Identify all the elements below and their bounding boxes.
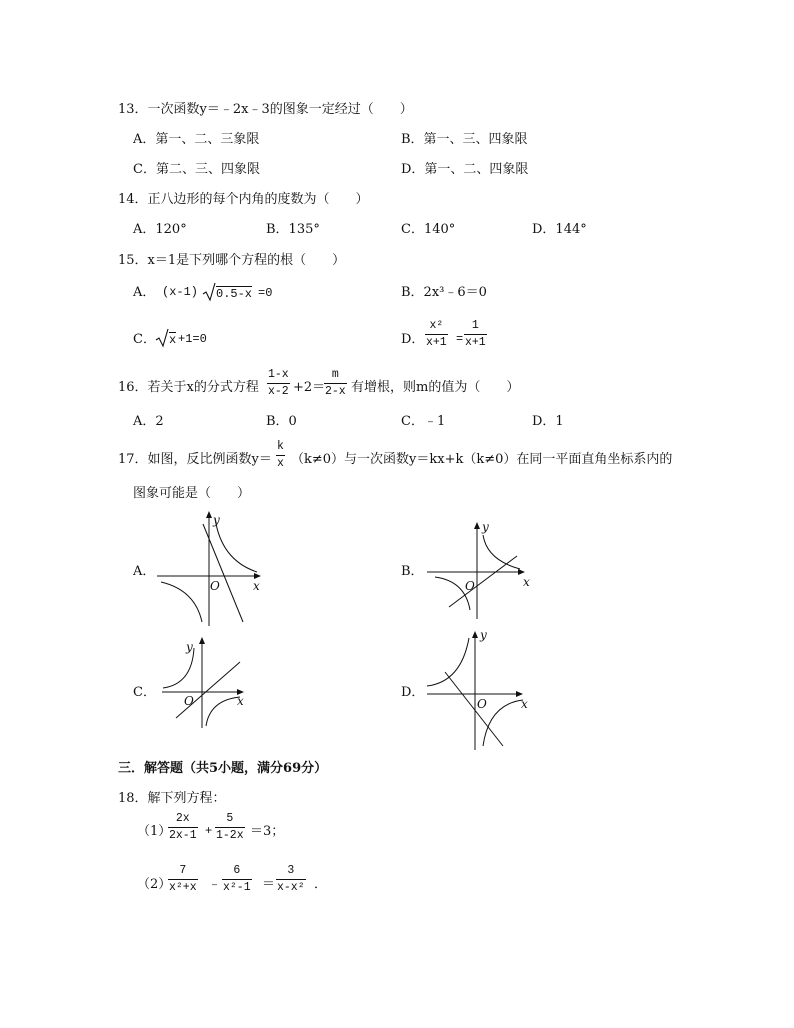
q13-option-d: D．第一、二、四象限 [401,162,529,177]
q16-stem-post: 有增根，则m的值为（ ） [351,380,520,395]
graph-c [160,634,254,730]
hyperbola-branch [483,535,520,569]
y-axis-label: y [213,513,220,527]
fraction-numerator: k [276,441,285,456]
q17-option-d-label: D． [401,685,425,700]
y-axis-arrow-icon [206,511,212,518]
hyperbola-branch [163,648,194,688]
y-axis-arrow-icon [474,522,480,529]
q14-option-d: D．144° [532,222,587,237]
q13-option-a: A．第一、二、三象限 [133,132,260,147]
q15-option-d-label: D． [401,332,425,347]
q18-part1-end: ＝3； [250,824,285,839]
q13-stem: 13．一次函数y＝﹣2x﹣3的图象一定经过（ ） [118,102,413,117]
q15-option-c-suffix: +1=0 [178,332,207,346]
q17-fraction [276,441,285,469]
q16-stem-mid: +2＝ [293,380,326,395]
fraction-numerator: 1-x [267,369,290,384]
q17-stem-post: （k≠0）与一次函数y＝kx+k（k≠0）在同一平面直角坐标系内的 [291,452,673,467]
y-axis-arrow-icon [472,631,478,638]
q15-option-d-equals: = [456,332,464,346]
q17-option-c-label: C． [133,685,156,700]
q16-option-d: D．1 [532,414,564,429]
q17-option-a-label: A． [133,564,156,579]
fraction-numerator: m [324,369,347,384]
q13-option-b: B．第一、三、四象限 [401,132,528,147]
q18-part2-fraction-2 [222,865,252,893]
fraction-numerator: 2x [168,813,198,828]
origin-label: O [210,579,220,593]
q15-stem: 15．x＝1是下列哪个方程的根（ ） [118,253,346,268]
origin-label: O [465,579,475,593]
q15-option-b: B．2x³﹣6＝0 [401,285,487,300]
q14-option-a: A．120° [133,222,187,237]
q17-option-b-label: B． [401,564,424,579]
q18-part2-label: （2） [137,877,172,892]
linear-function-line [176,662,240,718]
fraction-denominator: x+1 [426,335,447,349]
q18-part2-fraction-3 [276,865,306,893]
fraction-numerator: x² [425,320,448,335]
fraction-numerator: 3 [276,865,306,880]
q15-option-a-prefix: (x-1) [162,285,199,299]
hyperbola-branch [427,638,469,686]
fraction-denominator: x²-1 [223,880,251,894]
graph-b [425,515,535,621]
q15-option-c-radicand: x [169,333,177,347]
q18-part1-fraction-1 [168,813,198,841]
q18-part1-fraction-2 [215,813,245,841]
section-heading: 三．解答题（共5小题，满分69分） [118,761,328,776]
q18-part1-plus: + [205,824,213,838]
hyperbola-branch [206,697,240,726]
fraction-denominator: 2-x [325,384,346,398]
fraction-numerator: 6 [222,865,252,880]
fraction-numerator: 7 [168,865,198,880]
q16-option-b: B．0 [266,414,297,429]
q15-option-a-label: A． [133,285,156,300]
y-axis-label: y [482,520,489,534]
hyperbola-branch [215,518,257,572]
q14-option-b: B．135° [266,222,320,237]
sqrt-sign-icon [202,282,216,302]
q16-option-c: C．﹣1 [401,414,446,429]
q18-stem: 18．解下列方程： [118,791,226,806]
q15-option-d-fraction-left [425,320,448,348]
q14-stem: 14．正八边形的每个内角的度数为（ ） [118,192,369,207]
q18-part2-fraction-1 [168,865,198,893]
q15-option-a-suffix: =0 [258,286,273,300]
fraction-denominator: x²+x [169,880,197,894]
q18-part1-label: （1） [137,824,172,839]
linear-function-line [445,672,503,746]
hyperbola-branch [483,700,523,746]
graph-a [157,510,263,628]
q16-fraction-2 [324,369,347,397]
hyperbola-branch [161,582,202,622]
x-axis-label: x [253,579,260,593]
x-axis-label: x [521,697,528,711]
origin-label: O [184,694,194,708]
x-axis-label: x [237,694,244,708]
linear-function-line [449,556,517,607]
x-axis-label: x [523,575,530,589]
fraction-denominator: x [277,456,284,470]
q15-option-d-fraction-right [464,320,487,348]
y-axis-arrow-icon [199,637,205,644]
q17-stem-line2: 图象可能是（ ） [133,486,251,501]
q18-part2-end: ． [314,877,328,892]
fraction-denominator: x+1 [465,335,486,349]
y-axis-label: y [480,628,487,642]
fraction-denominator: x-2 [268,384,289,398]
q15-option-a-radicand: 0.5-x [216,287,253,301]
sqrt-sign-icon [155,328,169,348]
fraction-denominator: 2x-1 [169,828,197,842]
origin-label: O [477,697,487,711]
y-axis-label: y [186,640,193,654]
fraction-numerator: 5 [215,813,245,828]
fraction-numerator: 1 [464,320,487,335]
q15-option-c-label: C． [133,332,156,347]
q18-part2-minus: ﹣ [208,877,222,892]
q14-option-c: C．140° [401,222,456,237]
q16-option-a: A．2 [133,414,164,429]
q16-fraction-1 [267,369,290,397]
fraction-denominator: 1-2x [216,828,244,842]
fraction-denominator: x-x² [277,880,305,894]
q13-option-c: C．第二、三、四象限 [133,162,260,177]
graph-d [425,628,533,752]
q18-part2-equals: ＝ [262,877,276,892]
q16-stem-pre: 16．若关于x的分式方程 [118,380,259,395]
q17-stem-pre: 17．如图，反比例函数y＝ [118,452,272,467]
